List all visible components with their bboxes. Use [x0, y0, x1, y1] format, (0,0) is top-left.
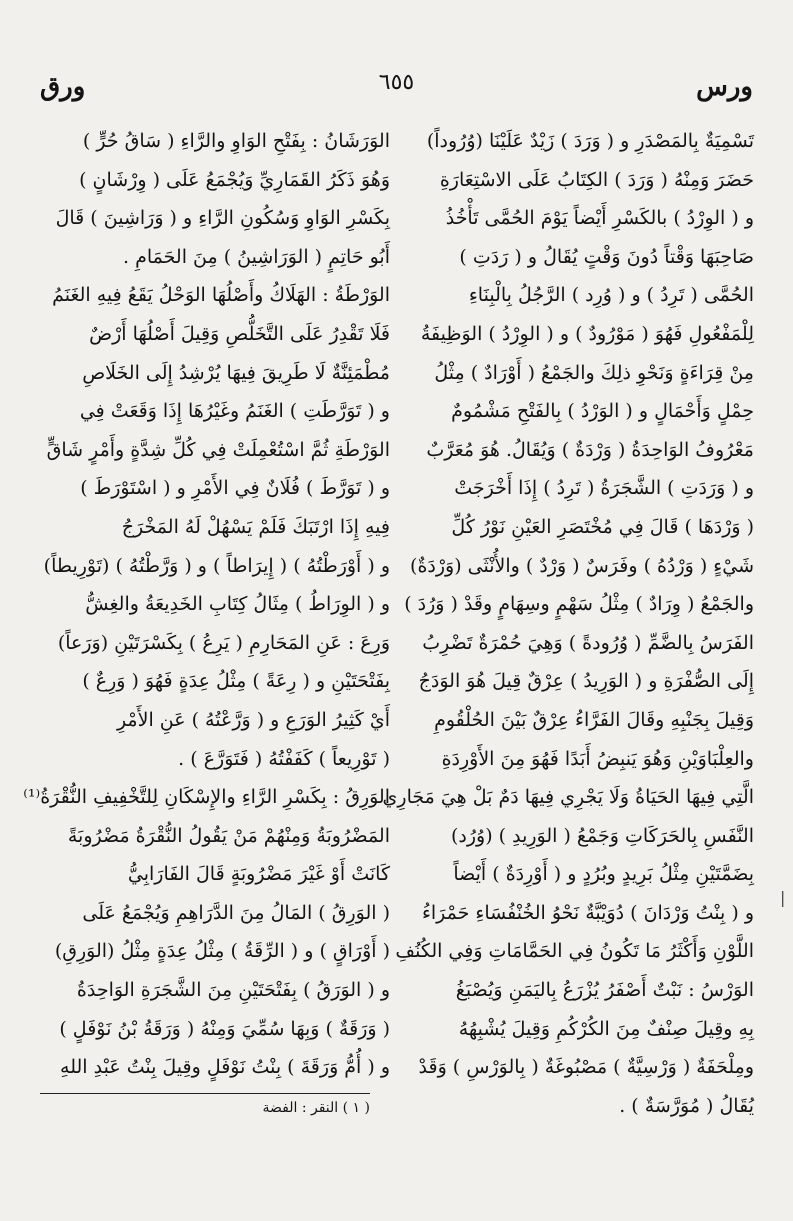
text-line: الوَرْسُ : نَبْتٌ أَصْفَرُ يُزْرَعُ بِاليَمَنِ وَيُصْبَغُ	[455, 979, 754, 1002]
text-line: و ( تَوَرَّطَ ) فُلَانٌ فِي الأَمْرِ و ( اسْتَوْرَطَ )	[80, 477, 390, 500]
text-line: حَضَرَ وَمِنْهُ ( وَرَدَ ) الكِتَابُ عَلَى الاسْتِعَارَةِ	[439, 168, 754, 191]
text-line: شَيْءٍ ( وَرْدُهُ ) وفَرَسٌ ( وَرْدٌ ) والأُنْثَى (وَرْدَةٌ)	[410, 554, 754, 577]
text-line: أَبُو حَاتِمٍ ( الوَرَاشِينُ ) مِنَ الحَمَامِ .	[123, 245, 390, 268]
text-line: و ( أُمُّ وَرَقَةَ ) بِنْتُ نَوْفَلٍ وقِيلَ بِنْتُ عَبْدِ اللهِ	[60, 1056, 390, 1079]
text-line: بِضَمَّتَيْنِ مِثْلُ بَرِيدٍ وبُرُدٍ و ( أَوْرِدَةٌ ) أَيْضاً	[453, 863, 754, 886]
text-line: ( وَرْدَهَا ) قَالَ فِي مُخْتَصَرِ العَيْنِ نَوْرُ كُلِّ	[451, 515, 754, 538]
text-line: و ( الوِرْدُ ) بالكَسْرِ أَيْضاً يَوْمَ الحُمَّى تَأْخُذُ	[445, 207, 754, 230]
text-line: ( وَرَقَةٌ ) وَبِهَا سُمِّيَ وَمِنْهُ ( وَرَقَةُ بْنُ نَوْفَلٍ )	[59, 1017, 390, 1040]
text-line: كَانَتْ أَوْ غَيْرَ مَضْرُوبَةٍ قَالَ الفَارَابِيُّ	[127, 863, 390, 886]
text-line: الوَرْطَةِ ثُمَّ اسْتُعْمِلَتْ فِي كُلِّ شِدَّةٍ وأَمْرٍ شَاقٍّ	[46, 438, 390, 461]
text-line: و ( الوِرَاطُ ) مِثَالُ كِتَابِ الخَدِيعَةُ والغِشُّ	[85, 593, 390, 616]
text-line: والعِلْبَاوَيْنِ وَهُوَ يَنبِضُ أَبَدًا فَهُوَ مِنَ الأَوْرِدَةِ	[441, 747, 754, 770]
header-entry-word-left: ورق	[40, 72, 86, 102]
text-line: المَضْرُوبَةُ وَمِنْهُمْ مَنْ يَقُولُ النُّقْرَةُ مَضْرُوبَةً	[67, 824, 390, 847]
text-line: يُقَالُ ( مُوَرَّسَةٌ ) .	[619, 1094, 754, 1117]
text-line: صَاحِبَهَا وَقْتاً دُونَ وَقْتٍ يُقَالُ و ( رَدَتِ )	[459, 245, 754, 268]
text-line: مُطْمَئِنَّةٌ لَا طَرِيقَ فِيهَا يُرْشِدُ إِلَى الخَلَاصِ	[82, 361, 390, 384]
text-line: ( الوَرِقُ ) المَالُ مِنَ الدَّرَاهِمِ وَيُجْمَعُ عَلَى	[82, 901, 390, 924]
text-line: و ( تَوَرَّطَتِ ) الغَنَمُ وغَيْرُهَا إِذَا وَقَعَتْ فِي	[79, 400, 390, 423]
text-line: الوَرَشَانُ : بِفَتْحِ الوَاوِ والرَّاءِ ( سَاقُ حُرٍّ )	[82, 130, 390, 152]
text-line: و ( بِنْتُ وَرْدَانَ ) دُوَيْبَّةٌ نَحْوُ الخُنْفُسَاءِ حَمْرَاءُ	[421, 901, 754, 924]
text-line: لِلْمَفْعُولِ فَهُوَ ( مَوْرُودٌ ) و ( الوِرْدُ ) الوَظِيفَةُ	[420, 322, 754, 345]
text-line: الحُمَّى ( تَرِدُ ) و ( وُرِد ) الرَّجُلُ بِالْبِنَاءِ	[468, 284, 754, 307]
text-line: الوَرْطَةُ : الهَلَاكُ وأَصْلُهَا الوَحْلُ يَقَعُ فِيهِ الغَنَمُ	[52, 284, 390, 307]
text-line: فَلَا تَقْدِرُ عَلَى التَّخَلُّصِ وَقِيلَ أَصْلُهَا أَرْضٌ	[89, 322, 390, 345]
text-line: تَسْمِيَةٌ بِالمَصْدَرِ و ( وَرَدَ ) زَيْدٌ عَلَيْنَا (وُرُوداً)	[426, 130, 754, 152]
text-line: الفَرَسُ بِالضَّمِّ ( وُرُودةً ) وَهِيَ حُمْرَةٌ تَضْرِبُ	[422, 631, 754, 654]
text-line: بِفَتْحَتَيْنِ و ( رِعَةً ) مِثْلُ عِدَةٍ فَهُوَ ( وَرِعٌ )	[82, 670, 390, 693]
running-head	[40, 68, 753, 108]
text-line: ( أَوْرَاقٍ ) و ( الرِّقَةُ ) مِثْلُ عِدَةٍ مِثْلُ (الوَرِقِ)	[54, 940, 390, 963]
text-line: حِمْلٍ وَأَحْمَالٍ و ( الوَرْدُ ) بِالفَتْحِ مَشْمُومٌ	[451, 400, 754, 423]
text-line: مِنْ قِرَاءَةٍ وَنَحْوِ ذلِكَ والجَمْعُ ( أَوْرَادٌ ) مِثْلُ	[434, 361, 754, 384]
text-line: ومِلْحَفَةٌ ( وَرْسِيَّةٌ ) مَصْبُوغَةٌ ( بِالوَرْسِ ) وَقَدْ	[418, 1056, 754, 1079]
text-line: ( تَوْرِيعاً ) كَفَفْتُهُ ( فَتَوَرَّعَ ) .	[178, 747, 390, 770]
text-line: الوَرِقُ : بِكَسْرِ الرَّاءِ والإِسْكَانِ لِلتَّخْفِيفِ النُّقْرَةُ⁽¹⁾	[23, 786, 390, 809]
text-line: بِكَسْرِ الوَاوِ وَسُكُونِ الرَّاءِ و ( وَرَاشِينَ ) قَالَ	[55, 207, 390, 230]
footnote-divider	[40, 1093, 370, 1094]
left-text-column	[23, 122, 390, 1087]
text-line: وَقِيلَ بِجَنْبِهِ وقَالَ الفَرَّاءُ عِرْقٌ بَيْنَ الحُلْقُومِ	[434, 708, 754, 731]
text-line: أَيْ كَثِيرُ الوَرَعِ و ( وَرَّعْتُهُ ) عَنِ الأَمْرِ	[116, 708, 390, 731]
text-line: والجَمْعُ ( وِرَادٌ ) مِثْلُ سَهْمٍ وسِهَامٍ وقَدْ ( وَرُدَ )	[404, 593, 754, 616]
text-line: فِيهِ إِذَا ارْتَبَكَ فَلَمْ يَسْهُلْ لَهُ المَخْرَجُ	[121, 515, 390, 538]
margin-mark: |	[780, 888, 786, 907]
right-text-column	[382, 122, 754, 1125]
text-line: إِلَى الصُّفْرَةِ و ( الوَرِيدُ ) عِرْقٌ قِيلَ هُوَ الوَدَجُ	[418, 670, 754, 693]
text-line: وَرِعَ : عَنِ المَحَارِمِ ( يَرِعُ ) بِكَسْرَتَيْنِ (وَرَعاً)	[57, 631, 390, 654]
text-line: و ( أَوْرَطْتُهُ ) ( إِيرَاطاً ) و ( وَرَّطْتُهُ ) (تَوْرِيطاً)	[43, 554, 390, 577]
header-entry-word-right: ورس	[696, 72, 753, 102]
text-line: مَعْرُوفُ الوَاحِدَةُ ( وَرْدَةٌ ) وَيُقَالُ. هُوَ مُعَرَّبٌ	[426, 438, 754, 461]
text-line: وَهُوَ ذَكَرُ القَمَارِيِّ وَيُجْمَعُ عَلَى ( وِرْشَانٍ )	[79, 168, 390, 191]
text-line: الَّتِي فِيهَا الحَيَاةُ وَلَا يَجْرِي فِيهَا دَمٌ بَلْ هِيَ مَجَارِي	[382, 786, 754, 809]
text-line: اللَّوْنِ وَأَكْثَرُ مَا تَكُونُ فِي الحَمَّامَاتِ وَفِي الكُنُفِ	[395, 940, 754, 963]
text-line: بِهِ وقِيلَ صِنْفٌ مِنَ الكُرْكُمِ وَقِيلَ يُشْبِهُهُ	[458, 1017, 754, 1040]
text-line: النَّفَسِ بِالحَرَكَاتِ وَجَمْعُ ( الوَرِيدِ ) (وُرُد)	[450, 824, 754, 847]
page-number: ٦٥٥	[378, 70, 415, 95]
text-line: و ( الوَرَقُ ) بِفَتْحَتَيْنِ مِنَ الشَّجَرَةِ الوَاحِدَةُ	[76, 979, 390, 1002]
footnote: ( ١ ) النقر : الفضة	[262, 1100, 370, 1116]
text-line: و ( وَرَدَتِ ) الشَّجَرَةُ ( تَرِدُ ) إِذَا أَخْرَجَتْ	[454, 477, 754, 500]
